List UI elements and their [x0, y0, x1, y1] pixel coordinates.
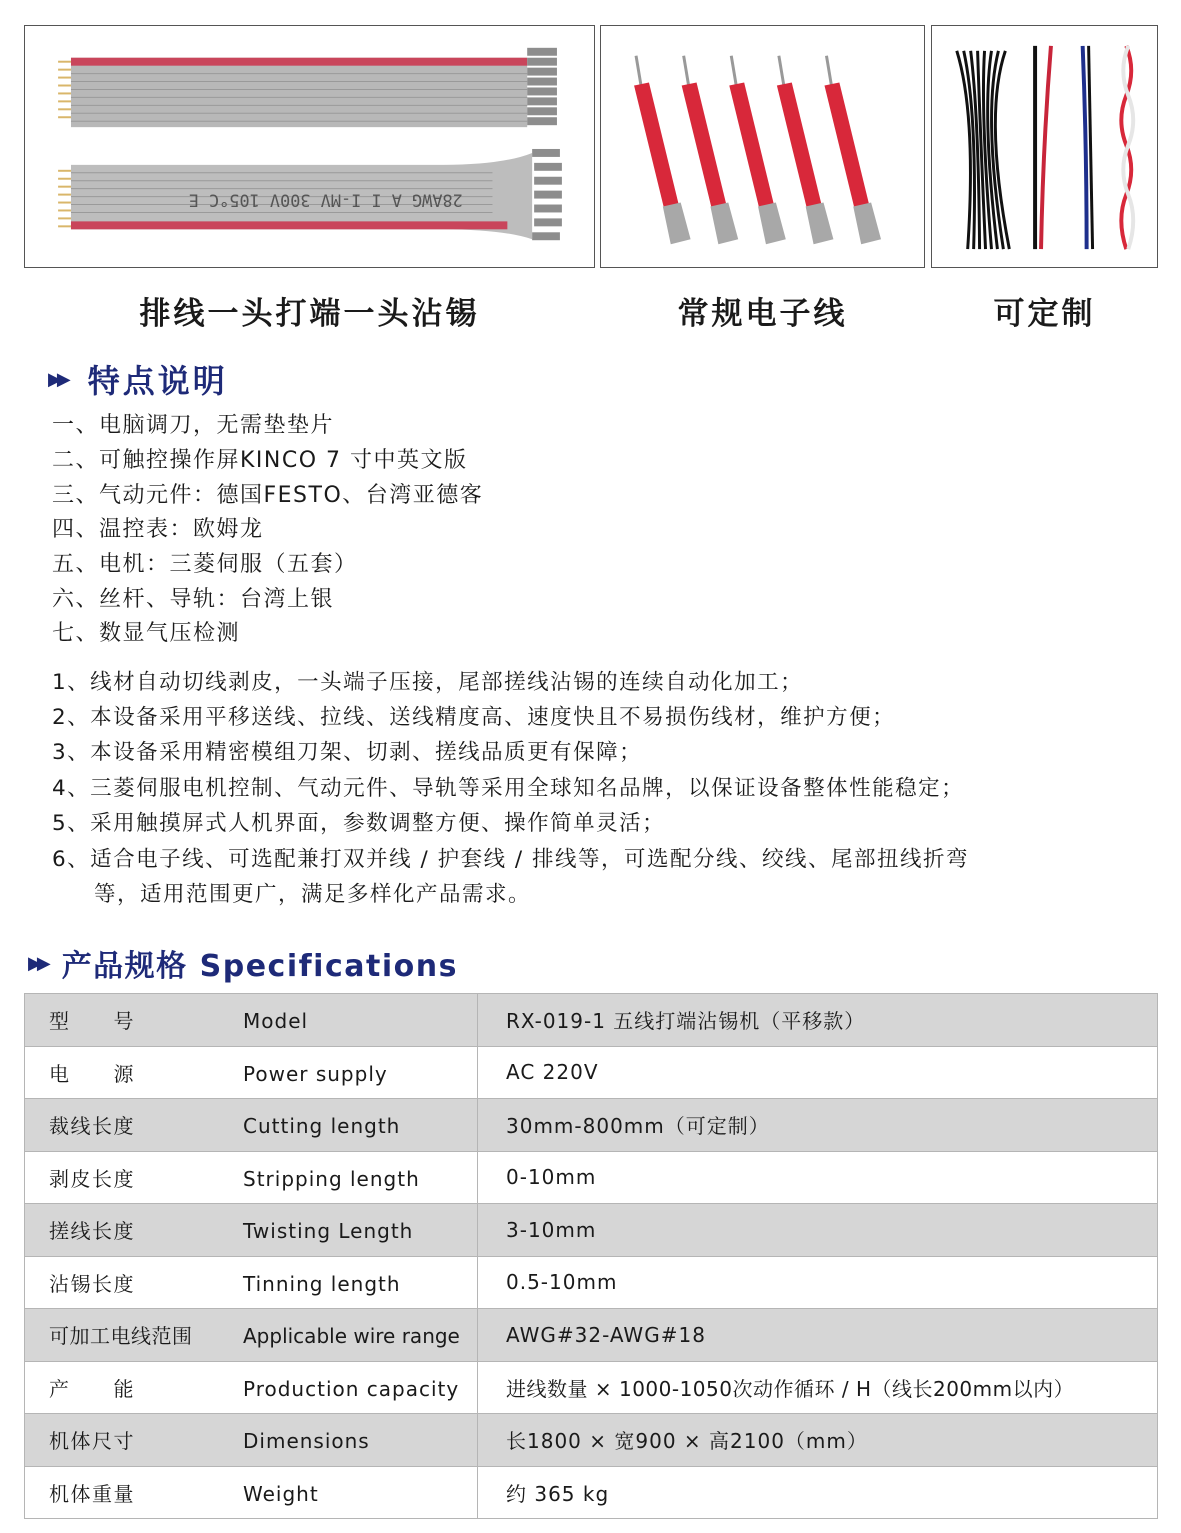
feature-point: 5、采用触摸屏式人机界面，参数调整方便、操作简单灵活； — [52, 811, 666, 836]
feature-item: 七、数显气压检测 — [52, 621, 241, 646]
spec-label-cn: 可加工电线范围 — [49, 1324, 193, 1349]
spec-value: 3-10mm — [478, 1204, 1158, 1257]
spec-value: 0.5-10mm — [478, 1256, 1158, 1309]
spec-label-cn: 沾锡长度 — [49, 1271, 135, 1296]
table-row — [25, 1466, 1158, 1519]
wire-3 — [729, 56, 786, 244]
spec-label-cn: 型 号 — [49, 1009, 135, 1034]
spec-label-en: Applicable wire range — [243, 1324, 460, 1349]
spec-label-cn: 裁线长度 — [49, 1114, 135, 1139]
spec-label-cn: 剥皮长度 — [49, 1166, 135, 1191]
custom-wire-illustration — [932, 26, 1157, 267]
twisted-pair — [1121, 46, 1133, 249]
spec-value: AC 220V — [478, 1046, 1158, 1099]
cable-print-text: 28AWG A I I-MV 300V 105°C E — [188, 190, 463, 211]
spec-value: 30mm-800mm（可定制） — [478, 1099, 1158, 1152]
spec-label-cell — [25, 994, 478, 1047]
spec-label-cell — [25, 1256, 478, 1309]
double-arrow-icon: ▶▶ — [48, 368, 66, 390]
feature-item: 五、电机：三菱伺服（五套） — [52, 552, 358, 577]
spec-value: 进线数量 × 1000-1050次动作循环 / H（线长200mm以内） — [478, 1361, 1158, 1414]
upper-ribbon — [58, 48, 557, 127]
feature-point: 3、本设备采用精密模组刀架、切剥、搓线品质更有保障； — [52, 740, 643, 765]
spec-label-cell — [25, 1204, 478, 1257]
table-row — [25, 1099, 1158, 1152]
spec-value: 约 365 kg — [478, 1466, 1158, 1519]
features-heading — [48, 356, 228, 402]
spec-label-en: Weight — [243, 1481, 319, 1506]
spec-value: 长1800 × 宽900 × 高2100（mm） — [478, 1414, 1158, 1467]
blue-black-pair — [1083, 46, 1093, 249]
feature-point-continued: 等，适用范围更广，满足多样化产品需求。 — [94, 882, 532, 907]
spec-label-en: Model — [243, 1009, 309, 1034]
table-row — [25, 1151, 1158, 1204]
caption-electronic-wire: 常规电子线 — [677, 296, 848, 332]
spec-label-cn: 电 源 — [49, 1061, 135, 1086]
spec-label-en: Tinning length — [243, 1271, 401, 1296]
custom-wire-photo — [931, 25, 1158, 268]
specs-title: 产品规格 Specifications — [61, 949, 458, 984]
spec-value: 0-10mm — [478, 1151, 1158, 1204]
feature-item: 三、气动元件：德国FESTO、台湾亚德客 — [52, 483, 484, 508]
spec-value: AWG#32-AWG#18 — [478, 1309, 1158, 1362]
lower-ribbon — [58, 149, 562, 240]
feature-point: 2、本设备采用平移送线、拉线、送线精度高、速度快且不易损伤线材，维护方便； — [52, 705, 896, 730]
spec-label-en: Production capacity — [243, 1376, 460, 1401]
spec-label-en: Twisting Length — [243, 1219, 414, 1244]
feature-point: 1、线材自动切线剥皮，一头端子压接，尾部搓线沾锡的连续自动化加工； — [52, 670, 804, 695]
flat-cable-illustration — [25, 26, 594, 267]
spec-label-en: Cutting length — [243, 1114, 401, 1139]
table-row — [25, 1204, 1158, 1257]
caption-flat-cable: 排线一头打端一头沾锡 — [139, 296, 480, 332]
feature-point: 4、三菱伺服电机控制、气动元件、导轨等采用全球知名品牌，以保证设备整体性能稳定； — [52, 776, 965, 801]
spec-label-cell — [25, 1361, 478, 1414]
flat-cable-photo — [24, 25, 595, 268]
table-row — [25, 1414, 1158, 1467]
spec-label-cell — [25, 1414, 478, 1467]
feature-item: 六、丝杆、导轨：台湾上银 — [52, 587, 335, 612]
wire-5 — [824, 56, 881, 244]
spec-label-cell — [25, 1099, 478, 1152]
specs-table — [24, 993, 1158, 1519]
table-row — [25, 1256, 1158, 1309]
spec-label-cn: 产 能 — [49, 1376, 135, 1401]
spec-label-cell — [25, 1466, 478, 1519]
spec-label-cell — [25, 1046, 478, 1099]
specs-heading — [28, 941, 458, 985]
spec-label-en: Stripping length — [243, 1166, 420, 1191]
double-arrow-icon: ▶▶ — [28, 952, 46, 974]
feature-item: 一、电脑调刀，无需垫垫片 — [52, 413, 335, 438]
electronic-wire-photo — [600, 25, 925, 268]
red-black-pair — [1035, 46, 1051, 249]
spec-label-cn: 机体尺寸 — [49, 1429, 135, 1454]
spec-label-en: Power supply — [243, 1061, 388, 1086]
electronic-wire-illustration — [601, 26, 924, 267]
spec-label-cn: 搓线长度 — [49, 1219, 135, 1244]
table-row — [25, 1309, 1158, 1362]
feature-item: 四、温控表：欧姆龙 — [52, 517, 264, 542]
wire-1 — [634, 56, 691, 244]
table-row — [25, 1046, 1158, 1099]
caption-custom-wire: 可定制 — [993, 296, 1096, 332]
feature-item: 二、可触控操作屏KINCO 7 寸中英文版 — [52, 448, 468, 473]
spec-label-en: Dimensions — [243, 1429, 370, 1454]
black-wire-bundle — [957, 51, 1010, 249]
spec-label-cell — [25, 1309, 478, 1362]
features-title: 特点说明 — [87, 362, 228, 400]
wire-2 — [682, 56, 739, 244]
feature-point: 6、适合电子线、可选配兼打双并线 / 护套线 / 排线等，可选配分线、绞线、尾部扭线折弯 — [52, 847, 970, 872]
spec-label-cell — [25, 1151, 478, 1204]
spec-label-cn: 机体重量 — [49, 1481, 135, 1506]
spec-value: RX-019-1 五线打端沾锡机（平移款） — [478, 994, 1158, 1047]
table-row — [25, 994, 1158, 1047]
wire-4 — [777, 56, 834, 244]
table-row — [25, 1361, 1158, 1414]
